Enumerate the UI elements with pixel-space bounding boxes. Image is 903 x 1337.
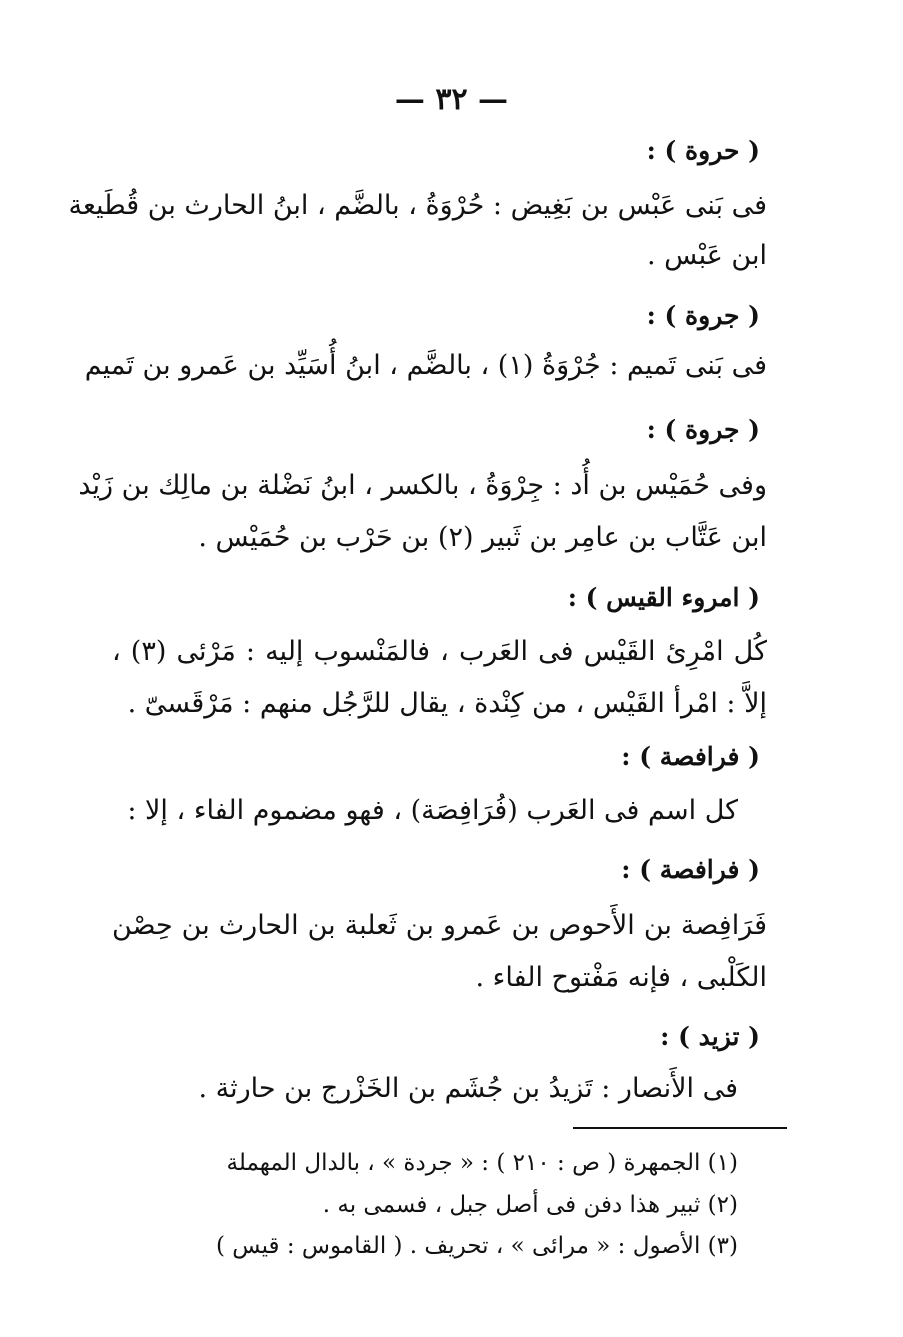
entry-heading: ( تزيد ) :	[660, 1022, 760, 1051]
entry-text-line: ابن عَتَّاب بن عامِر بن ثَبير (٢) بن حَرْب بن حُمَيْس .	[198, 522, 767, 553]
entry-heading: ( جروة ) :	[646, 415, 760, 444]
entry-text-line: كل اسم فى العَرب (فُرَافِصَة) ، فهو مضموم الفاء ، إلا :	[127, 795, 738, 826]
entry-text-line: فى الأَنصار : تَزيدُ بن جُشَم بن الخَزْرج بن حارثة .	[198, 1073, 738, 1104]
footnote: (٢) ثبير هذا دفن فى أصل جبل ، فسمى به .	[322, 1192, 738, 1218]
entry-text-line: وفى حُمَيْس بن أُد : جِرْوَةُ ، بالكسر ، ابنُ نَضْلة بن مالِك بن زَيْد	[78, 470, 767, 501]
page-number: — ٣٢ —	[394, 82, 509, 117]
entry-text-line: فَرَافِصة بن الأَحوص بن عَمرو بن ثَعلبة بن الحارث بن حِصْن	[112, 910, 767, 941]
entry-heading: ( امروء القيس ) :	[567, 583, 760, 612]
entry-text-line: فى بَنى تَميم : جُرْوَةُ (١) ، بالضَّم ، ابنُ أُسَيِّد بن عَمرو بن تَميم	[84, 350, 767, 381]
entry-heading: ( فرافصة ) :	[621, 855, 760, 884]
entry-text-line: ابن عَبْس .	[647, 240, 767, 271]
entry-heading: ( جروة ) :	[646, 301, 760, 330]
footnote-separator	[573, 1127, 787, 1129]
entry-text-line: كُل امْرِئ القَيْس فى العَرب ، فالمَنْسوب إليه : مَرْئى (٣) ،	[112, 636, 767, 667]
entry-text-line: إلاَّ : امْرأ القَيْس ، من كِنْدة ، يقال للرَّجُل منهم : مَرْقَسىّ .	[127, 688, 767, 719]
entry-heading: ( حروة ) :	[646, 136, 760, 165]
entry-text-line: الكَلْبى ، فإنه مَفْتوح الفاء .	[475, 962, 767, 993]
entry-text-line: فى بَنى عَبْس بن بَغِيض : حُرْوَةُ ، بالضَّم ، ابنُ الحارث بن قُطَيعة	[68, 190, 767, 221]
footnote: (١) الجمهرة ( ص : ٢١٠ ) : « جردة » ، بالدال المهملة	[226, 1150, 738, 1176]
footnote: (٣) الأصول : « مرائى » ، تحريف . ( القاموس : قيس )	[215, 1233, 738, 1259]
entry-heading: ( فرافصة ) :	[621, 742, 760, 771]
